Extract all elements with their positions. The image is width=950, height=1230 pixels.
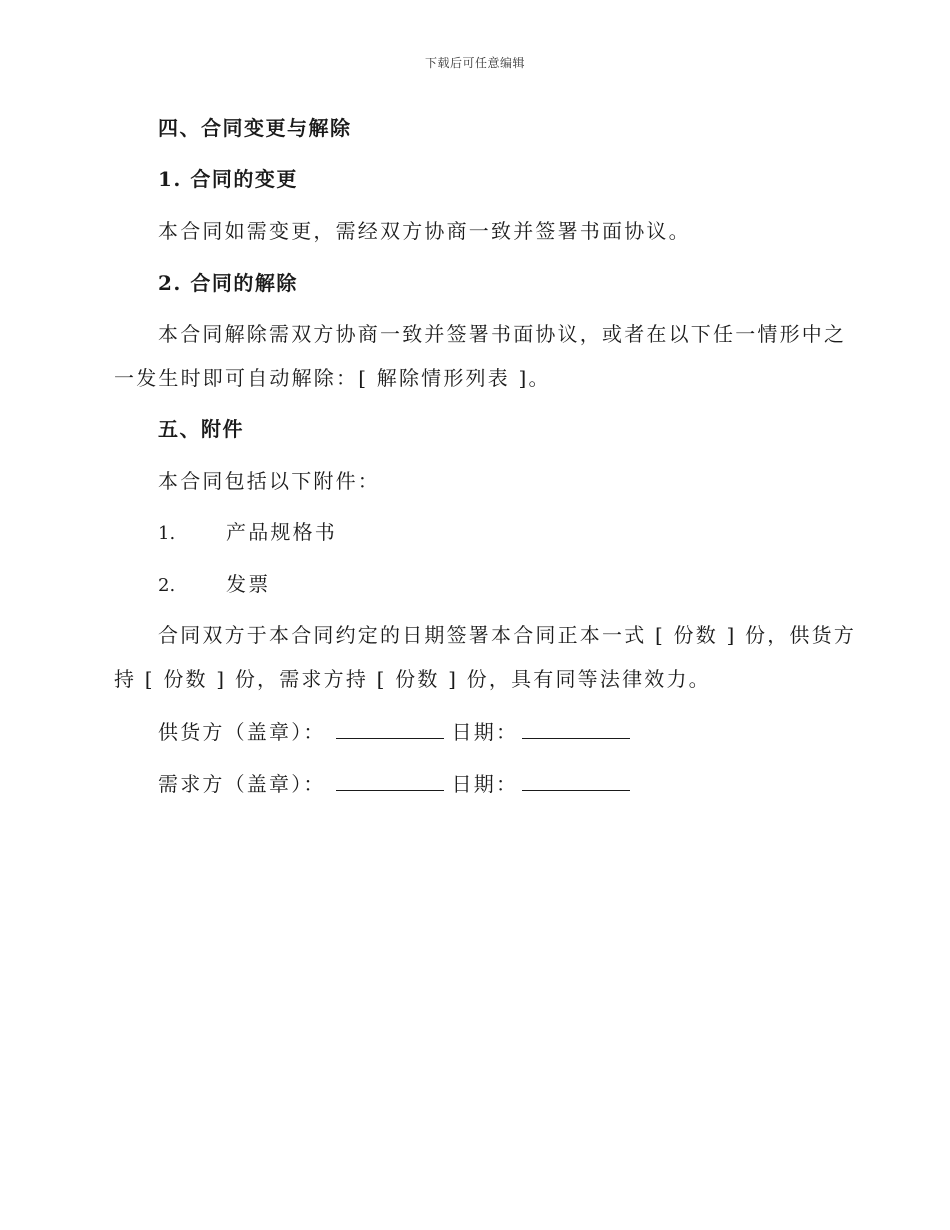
attachment-item-number: 1. [158,523,176,544]
supplier-signature-blank[interactable] [336,718,444,739]
attachment-item-label: 产品规格书 [226,520,337,544]
section-4-2-body-line-1: 本合同解除需双方协商一致并签署书面协议，或者在以下任一情形中之 [158,322,847,346]
section-4-2-body-line-2: 一发生时即可自动解除：[ 解除情形列表 ]。 [114,366,551,390]
attachment-item [158,520,337,546]
closing-line-1: 合同双方于本合同约定的日期签署本合同正本一式 [ 份数 ] 份，供货方 [158,623,857,647]
attachment-item-number: 2. [158,575,176,596]
section-5-intro: 本合同包括以下附件： [158,469,380,493]
section-4-1-body: 本合同如需变更，需经双方协商一致并签署书面协议。 [158,219,691,243]
buyer-date-label: 日期： [451,772,519,796]
attachment-item-label: 发票 [226,572,271,596]
section-5-heading: 五、附件 [158,417,244,441]
section-4-heading: 四、合同变更与解除 [158,116,352,140]
supplier-seal-label: 供货方（盖章）： [158,720,326,744]
closing-line-2: 持 [ 份数 ] 份，需求方持 [ 份数 ] 份，具有同等法律效力。 [114,667,711,691]
supplier-date-blank[interactable] [522,718,630,739]
buyer-seal-label: 需求方（盖章）： [158,772,326,796]
section-4-2-heading: 2. 合同的解除 [158,271,298,295]
buyer-signature-row [158,770,638,796]
page-header: 下载后可任意编辑 [424,56,525,70]
supplier-signature-row [158,718,638,744]
attachment-item [158,572,270,598]
section-4-1-heading: 1. 合同的变更 [158,167,298,191]
supplier-date-label: 日期： [451,720,519,744]
buyer-signature-blank[interactable] [336,770,444,791]
buyer-date-blank[interactable] [522,770,630,791]
